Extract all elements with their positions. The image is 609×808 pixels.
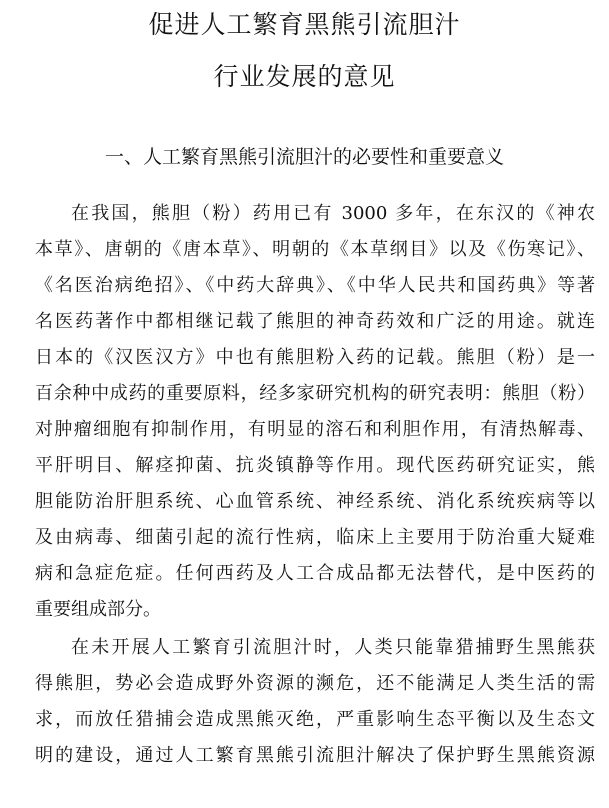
paragraph-line: 日本的《汉医汉方》中也有熊胆粉入药的记载。熊胆（粉）是一 [35, 347, 595, 368]
body-text [35, 196, 595, 774]
paragraph-line: 胆能防治肝胆系统、心血管系统、神经系统、消化系统疾病等以 [35, 491, 595, 512]
paragraph-line: 重要组成部分。 [35, 599, 161, 620]
paragraph-line: 及由病毒、细菌引起的流行性病，临床上主要用于防治重大疑难 [35, 527, 595, 548]
paragraph-line: 平肝明目、解痉抑菌、抗炎镇静等作用。现代医药研究证实，熊 [35, 455, 595, 476]
paragraph-line: 对肿瘤细胞有抑制作用，有明显的溶石和利胆作用，有清热解毒、 [35, 419, 595, 440]
paragraph-1 [35, 196, 595, 628]
paragraph-line: 《名医治病绝招》、《中药大辞典》、《中华人民共和国药典》等著 [35, 275, 595, 296]
section-heading: 一、人工繁育黑熊引流胆汁的必要性和重要意义 [104, 146, 504, 168]
paragraph-line: 明的建设，通过人工繁育黑熊引流胆汁解决了保护野生黑熊资源 [35, 745, 595, 766]
paragraph-line: 在我国，熊胆（粉）药用已有 3000 多年，在东汉的《神农 [71, 203, 595, 224]
paragraph-line: 得熊胆，势必会造成野外资源的濒危，还不能满足人类生活的需 [35, 673, 595, 694]
paragraph-line: 名医药著作中都相继记载了熊胆的神奇药效和广泛的用途。就连 [35, 311, 595, 332]
paragraph-2 [35, 630, 595, 774]
paragraph-line: 本草》、唐朝的《唐本草》、明朝的《本草纲目》以及《伤寒记》、 [35, 239, 595, 260]
paragraph-line: 在未开展人工繁育引流胆汁时，人类只能靠猎捕野生黑熊获 [71, 637, 595, 658]
paragraph-line: 病和急症危症。任何西药及人工合成品都无法替代，是中医药的 [35, 563, 595, 584]
document-title-line-2: 行业发展的意见 [213, 62, 396, 91]
document-title-line-1: 促进人工繁育黑熊引流胆汁 [148, 10, 461, 39]
paragraph-line: 百余种中成药的重要原料，经多家研究机构的研究表明：熊胆（粉） [35, 383, 595, 404]
paragraph-line: 求，而放任猎捕会造成黑熊灭绝，严重影响生态平衡以及生态文 [35, 709, 595, 730]
